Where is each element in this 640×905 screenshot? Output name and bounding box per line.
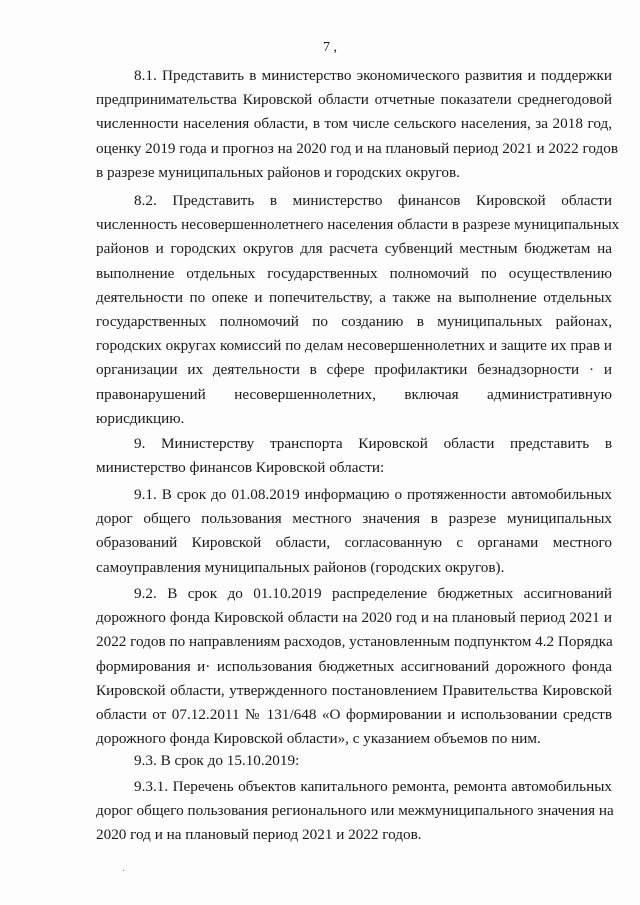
text-line: самоуправления муниципальных районов (городских округов).	[96, 558, 505, 576]
text-line: оценку 2019 года и прогноз на 2020 год и на плановый период 2021 и 2022 годов	[96, 139, 619, 157]
text-line: правонарушений несовершеннолетних, включая административную	[96, 385, 612, 403]
text-line: Кировской области, утвержденного постановлением Правительства Кировской	[96, 681, 612, 699]
text-line: министерство финансов Кировской области:	[96, 459, 385, 477]
text-line: 2022 годов по направлениям расходов, установленным подпунктом 4.2 Порядка	[96, 633, 613, 651]
text-line: 9.3.1. Перечень объектов капитального ремонта, ремонта автомобильных	[134, 778, 612, 795]
paragraph-8-2	[96, 189, 620, 431]
paragraph-9-3-1	[96, 775, 612, 848]
text-line: области от 07.12.2011 № 131/648 «О формировании и использовании средств	[96, 706, 612, 724]
text-line: 9. Министерству транспорта Кировской области представить в	[134, 435, 612, 452]
text-line: 9.1. В срок до 01.08.2019 информацию о протяженности автомобильных	[134, 486, 612, 503]
text-line: деятельности по опеке и попечительству, а также на выполнение отдельных	[96, 288, 612, 306]
text-line: дорог общего пользования регионального или межмуниципального значения на	[96, 802, 614, 820]
text-line: выполнение отдельных государственных полномочий по осуществлению	[96, 264, 612, 282]
text-line: 2020 год и на плановый период 2021 и 2022 годов.	[96, 826, 422, 844]
page-number: 7 ,	[323, 40, 337, 55]
paragraph-9-3	[96, 749, 612, 773]
text-line: формирования и· использования бюджетных ассигнований дорожного фонда	[96, 657, 612, 675]
text-line: в разрезе муниципальных районов и городских округов.	[96, 163, 460, 181]
text-line: городских округах комиссий по делам несовершеннолетних и защите их прав и	[96, 337, 612, 355]
paragraph-9-2	[96, 582, 612, 751]
text-line: дорог общего пользования местного значения в разрезе муниципальных	[96, 510, 612, 528]
text-line: дорожного фонда Кировской области», с указанием объемов по ним.	[96, 730, 541, 748]
text-line: юрисдикцию.	[96, 409, 185, 427]
text-line: районов и городских округов для расчета субвенций местным бюджетам на	[96, 240, 612, 258]
text-line: организации их деятельности в сфере профилактики безнадзорности · и	[96, 361, 612, 379]
text-line: предпринимательства Кировской области отчетные показатели среднегодовой	[96, 91, 612, 109]
text-line: 9.3. В срок до 15.10.2019:	[134, 752, 300, 769]
text-line: дорожного фонда Кировской области на 2020 год и на плановый период 2021 и	[96, 609, 612, 627]
text-line: 9.2. В срок до 01.10.2019 распределение бюджетных ассигнований	[134, 585, 612, 602]
paragraph-9-1	[96, 483, 612, 580]
text-line: численность несовершеннолетнего населения области в разрезе муниципальных	[96, 216, 620, 234]
text-line: численности населения области, в том числе сельского населения, за 2018 год,	[96, 115, 612, 133]
text-line: государственных полномочий по созданию в муниципальных районах,	[96, 313, 612, 331]
paragraph-9	[96, 432, 612, 480]
text-line: 8.1. Представить в министерство экономического развития и поддержки	[134, 67, 612, 84]
paragraph-8-1	[96, 64, 619, 185]
text-line: 8.2. Представить в министерство финансов Кировской области	[134, 192, 612, 209]
text-line: образований Кировской области, согласованную с органами местного	[96, 534, 612, 552]
scan-speck: ·	[122, 866, 126, 877]
